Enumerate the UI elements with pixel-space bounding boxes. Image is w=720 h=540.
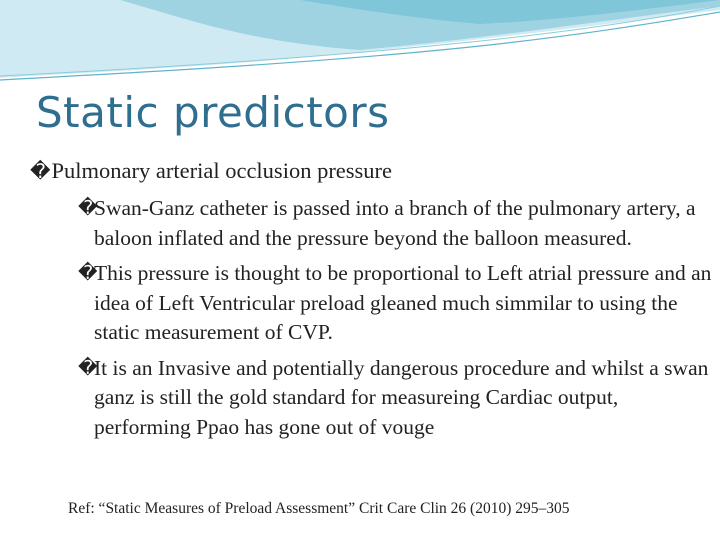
bullet-icon: �	[78, 197, 98, 219]
sub-bullet-text: Swan-Ganz catheter is passed into a branch of the pulmonary artery, a baloon inflated and the pressure beyond the balloon measured.	[94, 196, 696, 250]
header-wave-decoration	[0, 0, 720, 90]
bullet-icon: �	[78, 356, 98, 379]
bullet-icon: �	[78, 262, 98, 284]
sub-bullet-text: It is an Invasive and potentially dangerous procedure and whilst a swan ganz is still the gold standard for measureing Cardiac output, performing Ppao has gone out of vouge	[94, 355, 709, 439]
slide-title: Static predictors	[36, 88, 390, 137]
sub-bullet-text: This pressure is thought to be proportional to Left atrial pressure and an idea of Left Ventricular preload gleaned much simmilar to using the static measurement of CVP.	[94, 261, 712, 344]
sub-bullet-item	[78, 259, 718, 348]
main-bullet-text: Pulmonary arterial occlusion pressure	[51, 158, 393, 183]
sub-bullet-item	[78, 354, 718, 443]
main-bullet	[30, 158, 392, 184]
sub-bullet-item	[78, 194, 718, 253]
sub-bullet-list	[78, 194, 718, 448]
bullet-icon: �	[30, 159, 51, 183]
reference-citation: Ref: “Static Measures of Preload Assessment” Crit Care Clin 26 (2010) 295–305	[68, 500, 570, 517]
